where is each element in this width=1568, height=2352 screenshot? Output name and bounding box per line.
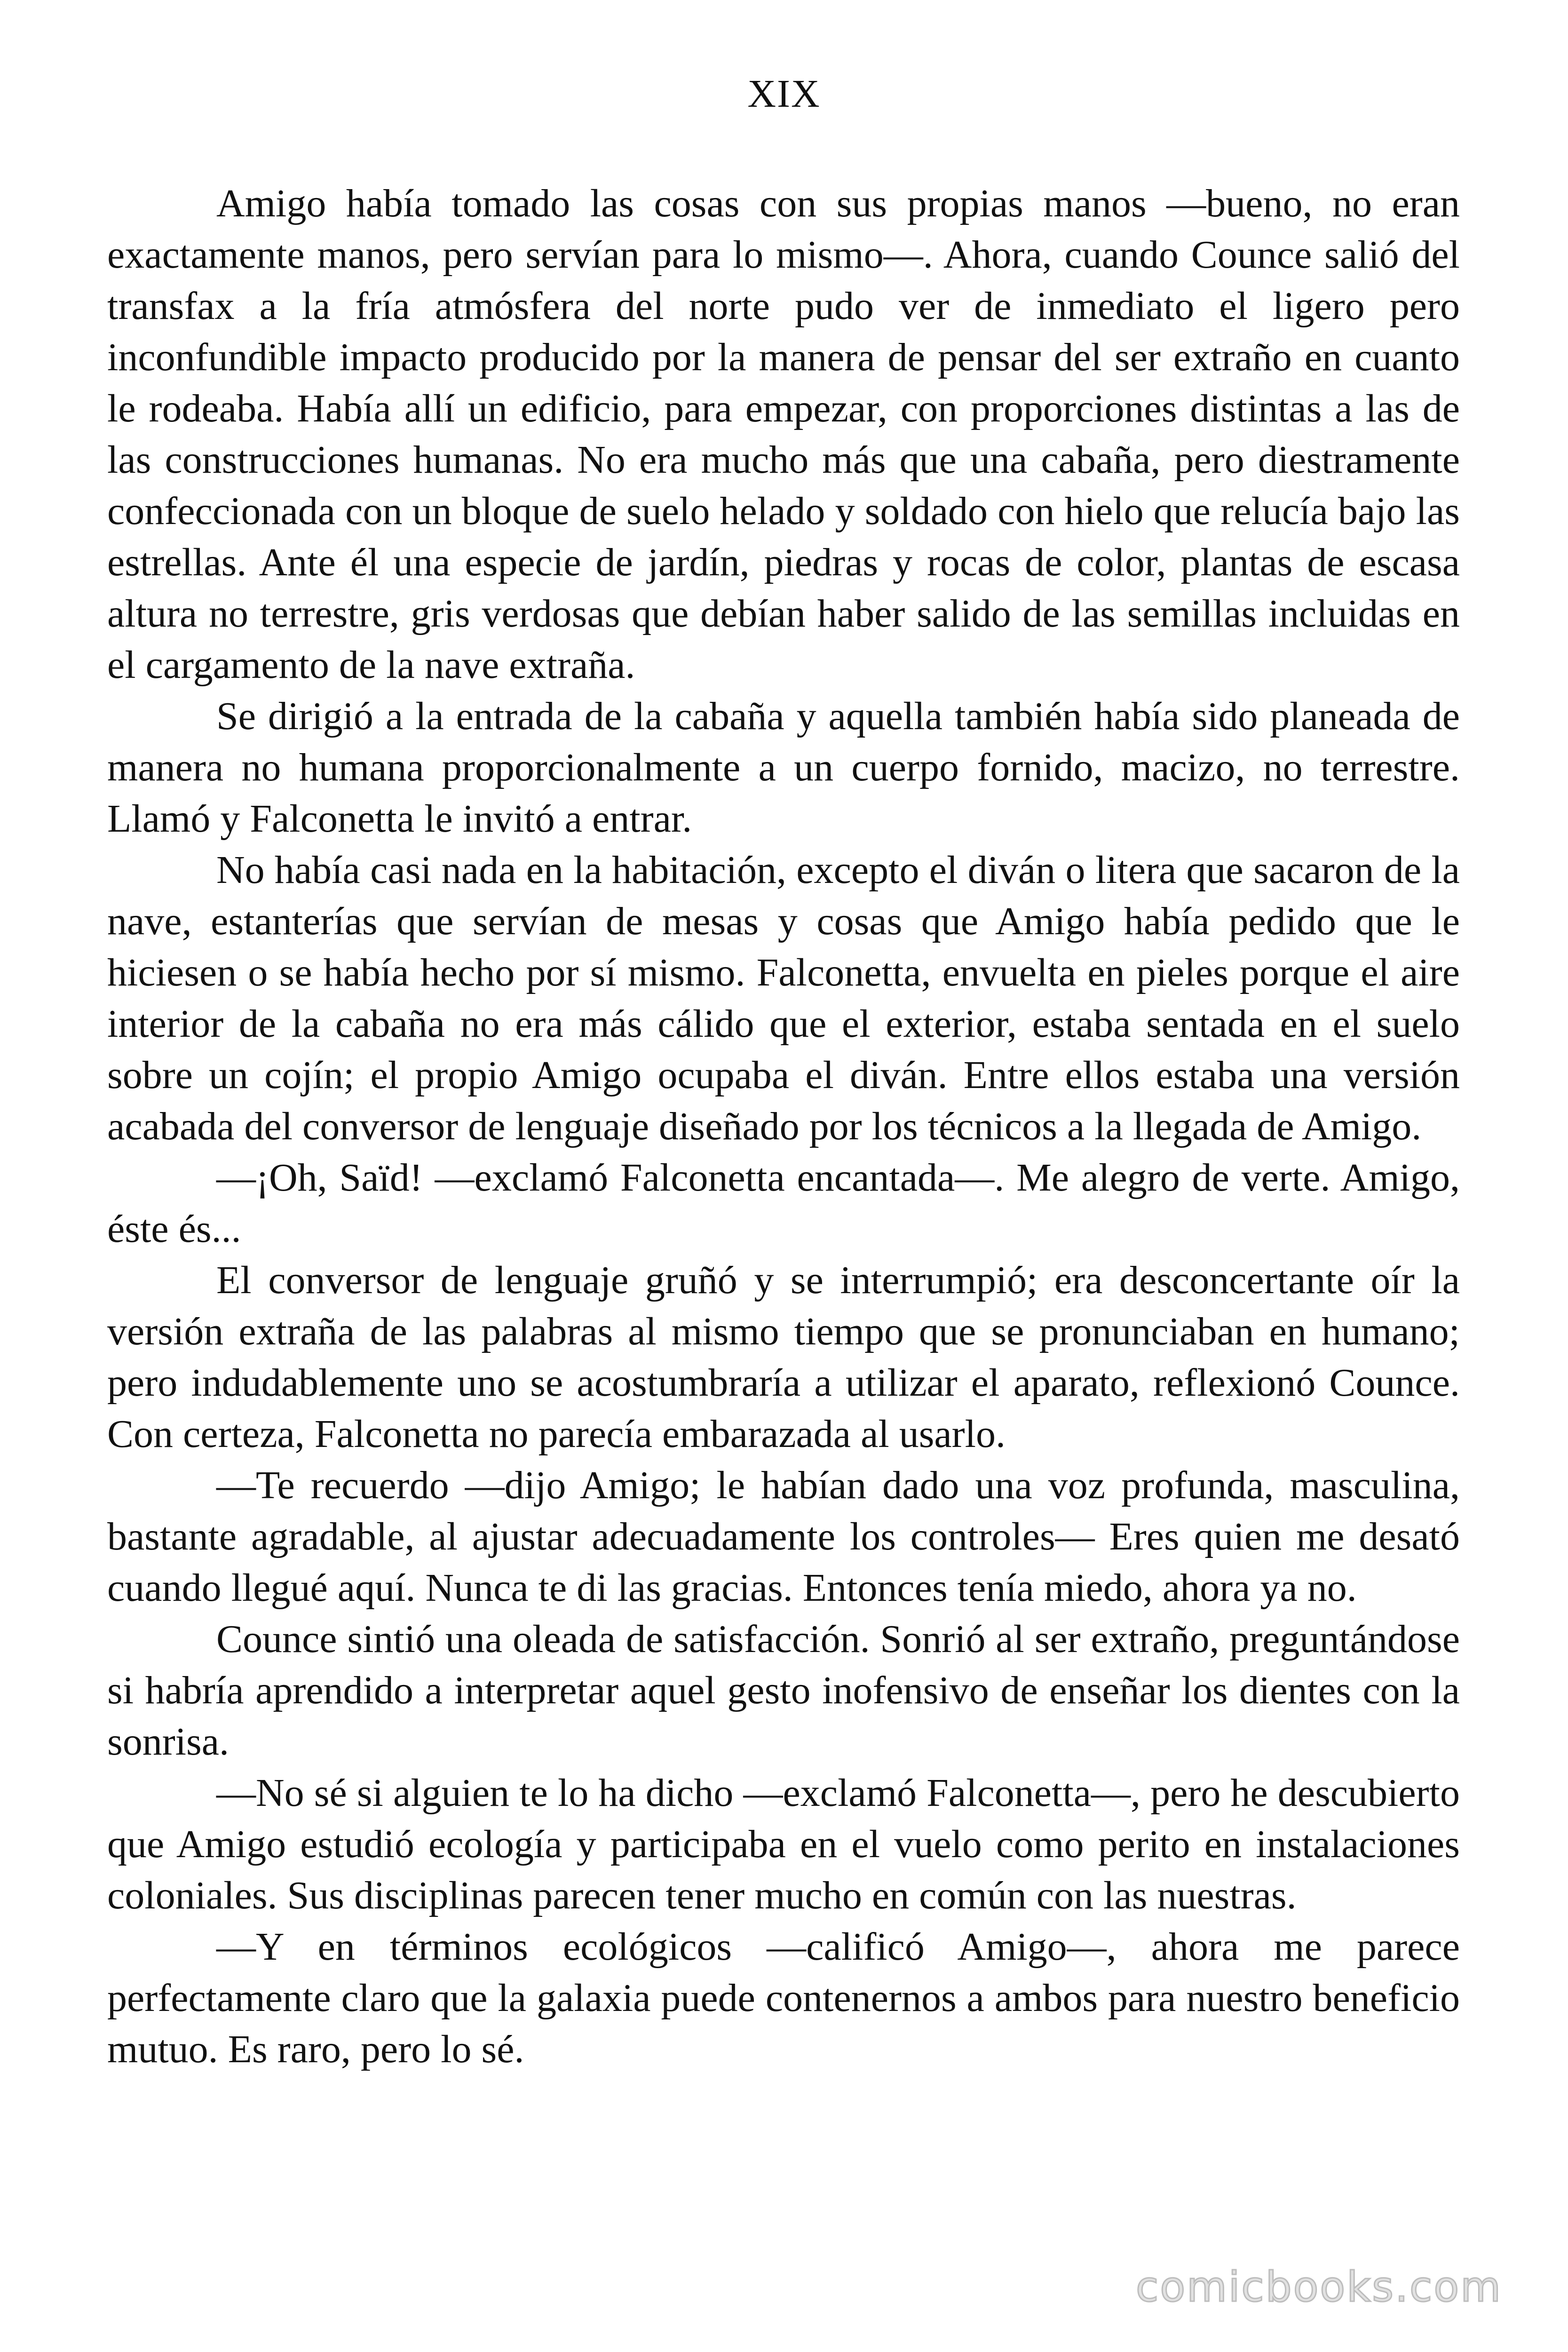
chapter-body bbox=[107, 178, 1460, 2075]
watermark-logo: comicbooks.com bbox=[1135, 2263, 1502, 2311]
paragraph: El conversor de lenguaje gruñó y se interrumpió; era desconcertante oír la versión extraña de las palabras al mismo tiempo que se pronunciaban en humano; pero indudablemente uno se acostumbraría a utilizar el aparato, reflexionó Counce. Con certeza, Falconetta no parecía embarazada al usarlo. bbox=[107, 1258, 1460, 1456]
paragraph: No había casi nada en la habitación, excepto el diván o litera que sacaron de la nave, estanterías que servían de mesas y cosas que Amigo había pedido que le hiciesen o se había hecho por sí mismo. Falconetta, envuelta en pieles porque el aire interior de la cabaña no era más cálido que el exterior, estaba sentada en el suelo sobre un cojín; el propio Amigo ocupaba el diván. Entre ellos estaba una versión acabada del conversor de lenguaje diseñado por los técnicos a la llegada de Amigo. bbox=[107, 848, 1460, 1148]
paragraph: —Y en términos ecológicos —calificó Amigo—, ahora me parece perfectamente claro que la galaxia puede contenernos a ambos para nuestro beneficio mutuo. Es raro, pero lo sé. bbox=[107, 1925, 1460, 2071]
paragraph: —No sé si alguien te lo ha dicho —exclamó Falconetta—, pero he descubierto que Amigo estudió ecología y participaba en el vuelo como perito en instalaciones coloniales. Sus disciplinas parecen tener mucho en común con las nuestras. bbox=[107, 1771, 1460, 1917]
paragraph: —¡Oh, Saïd! —exclamó Falconetta encantada—. Me alegro de verte. Amigo, éste és... bbox=[107, 1156, 1460, 1251]
chapter-title: XIX bbox=[747, 72, 821, 116]
paragraph: Amigo había tomado las cosas con sus propias manos —bueno, no eran exactamente manos, pero servían para lo mismo—. Ahora, cuando Counce salió del transfax a la fría atmósfera del norte pudo ver de inmediato el ligero pero inconfundible impacto producido por la manera de pensar del ser extraño en cuanto le rodeaba. Había allí un edificio, para empezar, con proporciones distintas a las de las construcciones humanas. No era mucho más que una cabaña, pero diestramente confeccionada con un bloque de suelo helado y soldado con hielo que relucía bajo las estrellas. Ante él una especie de jardín, piedras y rocas de color, plantas de escasa altura no terrestre, gris verdosas que debían haber salido de las semillas incluidas en el cargamento de la nave extraña. bbox=[107, 182, 1460, 687]
paragraph: Se dirigió a la entrada de la cabaña y aquella también había sido planeada de manera no humana proporcionalmente a un cuerpo fornido, macizo, no terrestre. Llamó y Falconetta le invitó a entrar. bbox=[107, 694, 1460, 841]
paragraph: —Te recuerdo —dijo Amigo; le habían dado una voz profunda, masculina, bastante agradable, al ajustar adecuadamente los controles— Eres quien me desató cuando llegué aquí. Nunca te di las gracias. Entonces tenía miedo, ahora ya no. bbox=[107, 1463, 1460, 1610]
paragraph: Counce sintió una oleada de satisfacción. Sonrió al ser extraño, preguntándose si habría aprendido a interpretar aquel gesto inofensivo de enseñar los dientes con la sonrisa. bbox=[107, 1617, 1460, 1764]
